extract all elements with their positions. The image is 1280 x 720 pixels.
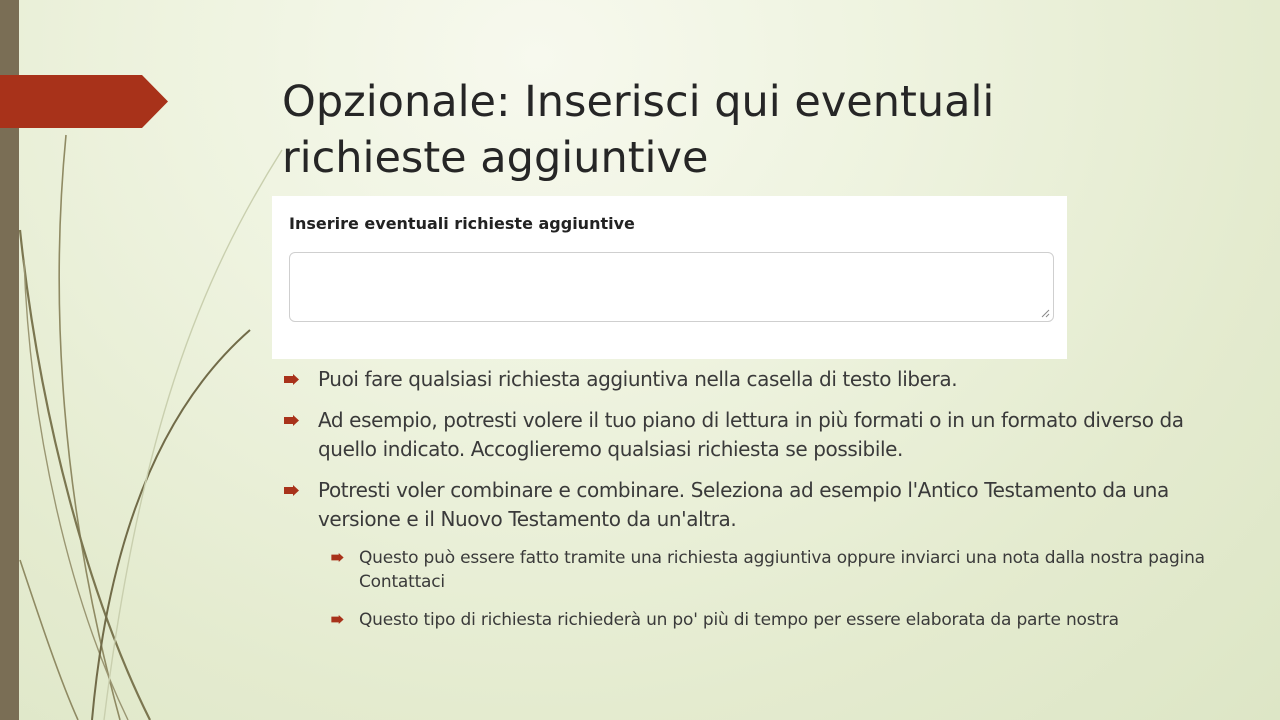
bullet-arrow-icon — [284, 374, 299, 385]
bullet-item — [282, 406, 1232, 464]
resize-handle-icon[interactable] — [1040, 308, 1050, 318]
sub-bullet-text: Questo può essere fatto tramite una richiesta aggiuntiva oppure inviarci una nota dalla nostra pagina Contattaci — [359, 548, 1205, 592]
bullet-arrow-icon — [284, 415, 299, 426]
bullet-arrow-icon — [284, 485, 299, 496]
bullet-text: Ad esempio, potresti volere il tuo piano di lettura in più formati o in un formato diverso da quello indicato. Accoglieremo qualsiasi richiesta se possibile. — [318, 408, 1184, 461]
sub-bullet-arrow-icon — [331, 615, 344, 624]
bullet-item — [282, 365, 1232, 394]
bullet-item — [282, 476, 1232, 534]
additional-requests-textarea[interactable] — [289, 252, 1054, 322]
sub-bullet-text: Questo tipo di richiesta richiederà un po' più di tempo per essere elaborata da parte nostra — [359, 610, 1119, 630]
slide-title: Opzionale: Inserisci qui eventuali richieste aggiuntive — [282, 77, 995, 183]
additional-requests-label: Inserire eventuali richieste aggiuntive — [289, 214, 635, 233]
sub-bullet-item — [282, 546, 1232, 594]
bullet-list — [282, 365, 1232, 646]
red-arrow-banner — [0, 75, 168, 128]
bullet-text: Puoi fare qualsiasi richiesta aggiuntiva nella casella di testo libera. — [318, 367, 958, 391]
form-screenshot-panel — [272, 196, 1067, 359]
sub-bullet-arrow-icon — [331, 553, 344, 562]
sub-bullet-item — [282, 608, 1232, 632]
bullet-text: Potresti voler combinare e combinare. Seleziona ad esempio l'Antico Testamento da una versione e il Nuovo Testamento da un'altra. — [318, 478, 1169, 531]
